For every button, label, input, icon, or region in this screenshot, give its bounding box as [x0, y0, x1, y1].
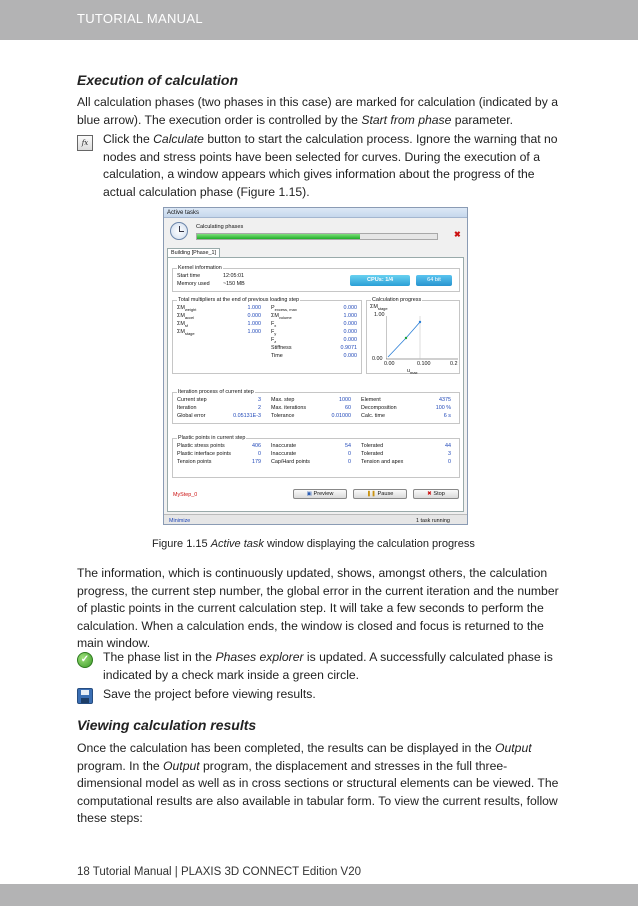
- multiplier-value: 1.000: [247, 329, 261, 335]
- chart-point: [405, 337, 407, 339]
- table-label: Cap/Hard points: [271, 459, 310, 465]
- paragraph-phases: All calculation phases (two phases in this case) are marked for calculation (indicated by a blue arrow). The execution order is controlled by the Start from phase parameter.: [77, 95, 558, 127]
- table-label: Max. iterations: [271, 405, 307, 411]
- table-label: Plastic stress points: [177, 443, 225, 449]
- table-value: 0: [258, 451, 261, 457]
- kernel-title: Kernel information: [178, 265, 222, 271]
- chart-xtick: 0.2: [450, 361, 458, 367]
- pause-button[interactable]: ❚❚ Pause: [353, 489, 407, 499]
- multiplier-value: 0.000: [343, 337, 357, 343]
- table-label: Inaccurate: [271, 451, 297, 457]
- multipliers-group: [172, 297, 362, 374]
- table-label: Current step: [177, 397, 207, 403]
- multiplier-name: $P_{excess, max}$: [271, 305, 297, 313]
- multiplier-value: 0.000: [343, 329, 357, 335]
- header-title: TUTORIAL MANUAL: [77, 11, 203, 26]
- table-label: Calc. time: [361, 413, 385, 419]
- paragraph-output: Once the calculation has been completed, the results can be displayed in the Output program. In the Output program, the displacement and stresses in the full three-dimensional model as well as in cross sections or structural elements can be viewed. The computational results are also available in tabular form. To view the current results, follow these steps:: [77, 741, 559, 825]
- chart-title: Calculation progress: [372, 297, 422, 303]
- progress-chart-group: [366, 297, 460, 376]
- multiplier-value: 0.000: [343, 353, 357, 359]
- minimize-link[interactable]: Minimize: [169, 518, 191, 524]
- table-value: 179: [252, 459, 261, 465]
- table-label: Element: [361, 397, 381, 403]
- table-label: Plastic interface points: [177, 451, 231, 457]
- paragraph-save: Save the project before viewing results.: [103, 687, 316, 701]
- save-icon: [77, 688, 93, 704]
- footer-text: 18 Tutorial Manual | PLAXIS 3D CONNECT Edition V20: [77, 866, 362, 878]
- multiplier-value: 0.000: [343, 305, 357, 311]
- stop-button[interactable]: ✖ Stop: [413, 489, 459, 499]
- table-value: 0: [348, 451, 351, 457]
- iteration-group: [172, 389, 460, 424]
- table-value: 3: [258, 397, 261, 403]
- table-value: 60: [345, 405, 351, 411]
- table-label: Inaccurate: [271, 443, 297, 449]
- status-bar: [164, 514, 467, 525]
- table-value: 3: [448, 451, 451, 457]
- table-value: 2: [258, 405, 261, 411]
- table-value: 6 s: [443, 413, 451, 419]
- kernel-group: [172, 265, 460, 292]
- chart-xtick: 0.100: [417, 361, 431, 367]
- plastic-title: Plastic points in current step: [178, 435, 246, 441]
- table-value: 406: [252, 443, 261, 449]
- chart-series-line: [388, 322, 420, 357]
- multiplier-value: 0.000: [343, 321, 357, 327]
- multiplier-name: Time: [271, 353, 283, 359]
- chart-ymax: 1.00: [374, 312, 385, 318]
- active-tasks-window: [163, 207, 468, 525]
- phase-progress-bar: [196, 233, 438, 240]
- progress-fill: [197, 234, 360, 239]
- memory-label: Memory used: [177, 281, 210, 287]
- table-label: Iteration: [177, 405, 197, 411]
- multipliers-title: Total multipliers at the end of previous loading step: [178, 297, 300, 303]
- heading-execution: Execution of calculation: [77, 72, 239, 88]
- multiplier-name: $\Sigma M_{volume}$: [271, 313, 292, 321]
- start-time-value: 12:05:01: [223, 273, 244, 279]
- multiplier-name: $F_x$: [271, 321, 277, 329]
- cpu-badge: CPUs: 1/4: [350, 275, 410, 286]
- table-label: Tension and apex: [361, 459, 404, 465]
- multiplier-value: 0.000: [247, 313, 261, 319]
- preview-button[interactable]: ▣ Preview: [293, 489, 347, 499]
- multiplier-value: 1.000: [247, 321, 261, 327]
- plastic-group: [172, 435, 460, 478]
- task-panel: [167, 257, 464, 512]
- table-label: Tension points: [177, 459, 212, 465]
- multiplier-value: 1.000: [343, 313, 357, 319]
- paragraph-calculate: Click the Calculate button to start the calculation process. Ignore the warning that no nodes and stress points have been selected for curves. During the execution of a calculation, a window appears which gives information about the progress of the actual calculation phase (Figure 1.15).: [103, 132, 558, 199]
- preview-icon: ▣: [306, 491, 312, 497]
- table-value: 4375: [439, 397, 451, 403]
- table-label: Tolerated: [361, 443, 384, 449]
- table-value: 0.01000: [331, 413, 351, 419]
- table-value: 100 %: [435, 405, 451, 411]
- mystep-label: MyStep_0: [173, 492, 198, 498]
- figure-caption: Figure 1.15 Active task window displaying the calculation progress: [152, 538, 475, 550]
- memory-value: ~150 MB: [223, 281, 245, 287]
- multiplier-value: 0.9071: [340, 345, 357, 351]
- table-label: Global error: [177, 413, 206, 419]
- close-task-icon[interactable]: ✖: [454, 230, 461, 239]
- bit-badge: 64 bit: [416, 275, 452, 286]
- multiplier-name: $\Sigma M_{stage}$: [177, 329, 195, 337]
- chart-point: [419, 321, 421, 323]
- tab-building-phase[interactable]: Building [Phase_1]: [167, 248, 220, 257]
- multiplier-name: $\Sigma M_{weight}$: [177, 305, 197, 313]
- multiplier-name: $\Sigma M_{accel}$: [177, 313, 195, 321]
- chart-xtick: 0.00: [384, 361, 395, 367]
- table-value: 1000: [339, 397, 351, 403]
- multiplier-name: Stiffness: [271, 345, 292, 351]
- table-value: 0: [448, 459, 451, 465]
- chart-ymin: 0.00: [372, 356, 383, 362]
- window-titlebar: Active tasks: [164, 208, 467, 218]
- heading-viewing-results: Viewing calculation results: [77, 717, 257, 733]
- table-label: Decomposition: [361, 405, 397, 411]
- progress-curve-svg: [386, 316, 458, 360]
- start-time-label: Start time: [177, 273, 201, 279]
- footer-bar: [0, 884, 638, 906]
- multiplier-name: $F_z$: [271, 337, 277, 345]
- multiplier-name: $\Sigma M_{sf}$: [177, 321, 188, 329]
- table-label: Tolerated: [361, 451, 384, 457]
- table-label: Tolerance: [271, 413, 295, 419]
- iteration-title: Iteration process of current step: [178, 389, 254, 395]
- table-value: 54: [345, 443, 351, 449]
- calculate-icon: fx: [77, 135, 93, 151]
- task-label: Calculating phases: [196, 224, 244, 230]
- multiplier-value: 1.000: [247, 305, 261, 311]
- multiplier-name: $F_y$: [271, 329, 277, 337]
- paragraph-phase-list: The phase list in the Phases explorer is updated. A successfully calculated phase is indicated by a check mark inside a green circle.: [103, 650, 553, 682]
- clock-icon: [170, 222, 188, 240]
- table-value: 0.05131E-3: [233, 413, 261, 419]
- chart-xlabel: $u_{max}$: [407, 368, 418, 376]
- table-value: 44: [445, 443, 451, 449]
- check-circle-icon: ✓: [77, 652, 93, 668]
- pause-icon: ❚❚: [366, 491, 376, 497]
- tasks-running-label: 1 task running: [416, 518, 450, 524]
- paragraph-information: The information, which is continuously updated, shows, amongst others, the calculation progress, the current step number, the global error in the current iteration and the number of plastic points in the current calculation step. It will take a few seconds to perform the calculation. When a calculation ends, the window is closed and focus is returned to the main window.: [77, 566, 559, 650]
- table-value: 0: [348, 459, 351, 465]
- chart-ylabel: $\Sigma M_{stage}$: [370, 304, 388, 312]
- table-label: Max. step: [271, 397, 295, 403]
- stop-icon: ✖: [427, 491, 432, 497]
